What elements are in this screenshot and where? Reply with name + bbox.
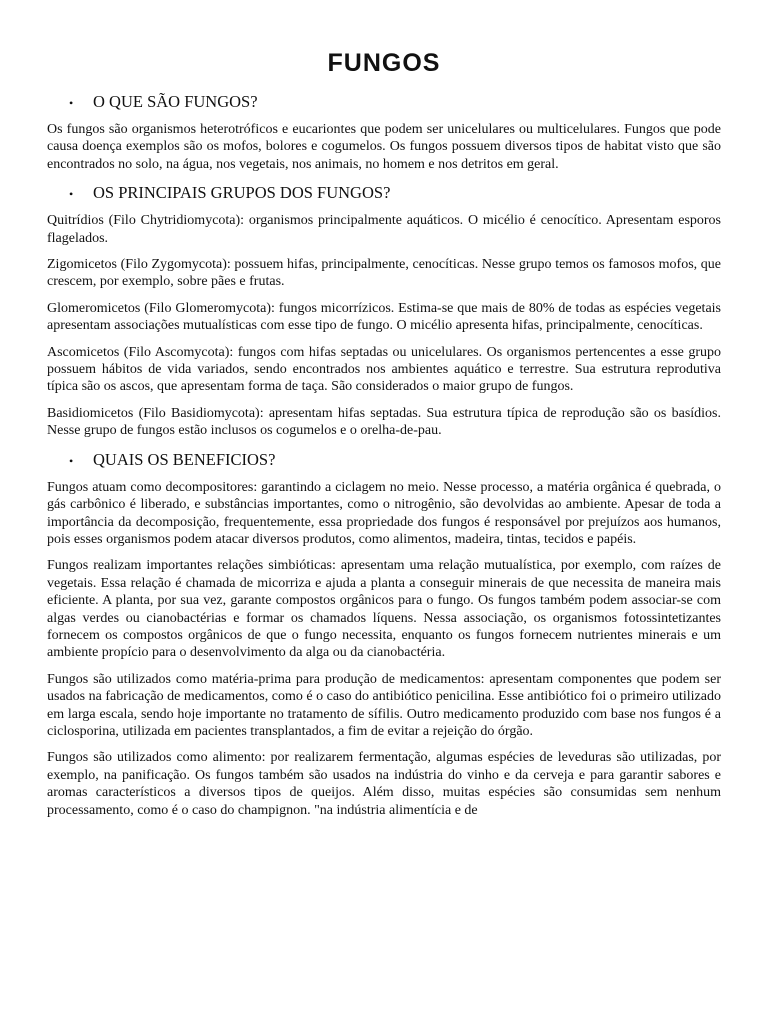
- bullet-icon: •: [69, 187, 74, 202]
- document-page: [47, 46, 721, 828]
- paragraph-simbioticas: Fungos realizam importantes relações simbióticas: apresentam uma relação mutualística, por exemplo, com raízes de vegetais. Essa relação é chamada de micorriza e ajuda a planta a conseguir minerais de que necessita de maneira mais eficiente. A planta, por sua vez, garante compostos orgânicos para o fungo. Os fungos também podem associar-se com algas verdes ou cianobactérias e formar os chamados líquens. Nessa associação, os organismos fotossintetizantes fornecem os compostos orgânicos de que o fungo necessita, enquanto os fungos fornecem nutrientes minerais e um ambiente propício para o desenvolvimento da alga ou da cianobactéria.: [47, 558, 721, 661]
- paragraph-zigomicetos: Zigomicetos (Filo Zygomycota): possuem hifas, principalmente, cenocíticas. Nesse grupo temos os famosos mofos, que crescem, por exemplo, sobre pães e frutas.: [47, 257, 721, 290]
- paragraph-medicamentos: Fungos são utilizados como matéria-prima para produção de medicamentos: apresentam componentes que podem ser usados na fabricação de medicamentos, como é o caso do antibiótico penicilina. Esse antibiótico foi o primeiro utilizado em larga escala, sendo hoje importante no tratamento de sífilis. Outro medicamento produzido com base nos fungos é a ciclosporina, utilizada em pacientes transplantados, a fim de evitar a rejeição do órgão.: [47, 671, 721, 739]
- paragraph-ascomicetos: Ascomicetos (Filo Ascomycota): fungos com hifas septadas ou unicelulares. Os organismos pertencentes a esse grupo possuem hábitos de vida variados, sendo encontrados nos ambientes aquático e terrestre. Sua estrutura reprodutiva típica são os ascos, que apresentam forma de taça. São considerados o maior grupo de fungos.: [47, 344, 721, 395]
- paragraph-decompositores: Fungos atuam como decompositores: garantindo a ciclagem no meio. Nesse processo, a matéria orgânica é quebrada, o gás carbônico é liberado, e substâncias importantes, como o nitrogênio, são devolvidas ao ambiente. Apesar de toda a importância da decomposição, frequentemente, essa propriedade dos fungos é responsável por prejuízos aos humanos, pois esses organismos podem atacar diversos produtos, como alimentos, madeira, tintas, tecidos e papéis.: [47, 479, 721, 547]
- section-heading-main-groups: [47, 183, 721, 204]
- paragraph-basidiomicetos: Basidiomicetos (Filo Basidiomycota): apresentam hifas septadas. Sua estrutura típica de reprodução são os basídios. Nesse grupo de fungos estão inclusos os cogumelos e o orelha-de-pau.: [47, 405, 721, 439]
- bullet-icon: •: [69, 96, 74, 110]
- paragraph-quitridios: Quitrídios (Filo Chytridiomycota): organismos principalmente aquáticos. O micélio é cenocítico. Apresentam esporos flagelados.: [47, 213, 721, 246]
- section-heading-text: OS PRINCIPAIS GRUPOS DOS FUNGOS?: [93, 183, 391, 203]
- section-heading-text: O QUE SÃO FUNGOS?: [93, 92, 258, 111]
- section-heading-what-are-fungi: [47, 92, 721, 113]
- paragraph: Os fungos são organismos heterotróficos e eucariontes que podem ser unicelulares ou multicelulares. Fungos que pode causa doença exemplos são os mofos, bolores e cogumelos. Os fungos possuem diversos tipos de habitat visto que são encontrados no solo, na água, nos vegetais, nos animais, no homem e nos detritos em geral.: [47, 122, 721, 172]
- page-title: FUNGOS: [327, 49, 441, 77]
- bullet-icon: •: [69, 453, 74, 468]
- paragraph-glomeromicetos: Glomeromicetos (Filo Glomeromycota): fungos micorrízicos. Estima-se que mais de 80% de todas as espécies vegetais apresentam associações mutualísticas com esse tipo de fungo. O micélio apresenta hifas, principalmente, cenocíticas.: [47, 300, 721, 334]
- section-heading-benefits: [47, 450, 721, 471]
- section-heading-text: QUAIS OS BENEFICIOS?: [93, 449, 276, 469]
- paragraph-alimento: Fungos são utilizados como alimento: por realizarem fermentação, algumas espécies de leveduras são utilizadas, por exemplo, na panificação. Os fungos também são usados na indústria do vinho e da cerveja e para garantir sabores e aromas característicos a diversos tipos de queijos. Além disso, muitas espécies são consumidas sem nenhum processamento, como é o caso do champignon. "na indústria alimentícia e de: [47, 750, 721, 818]
